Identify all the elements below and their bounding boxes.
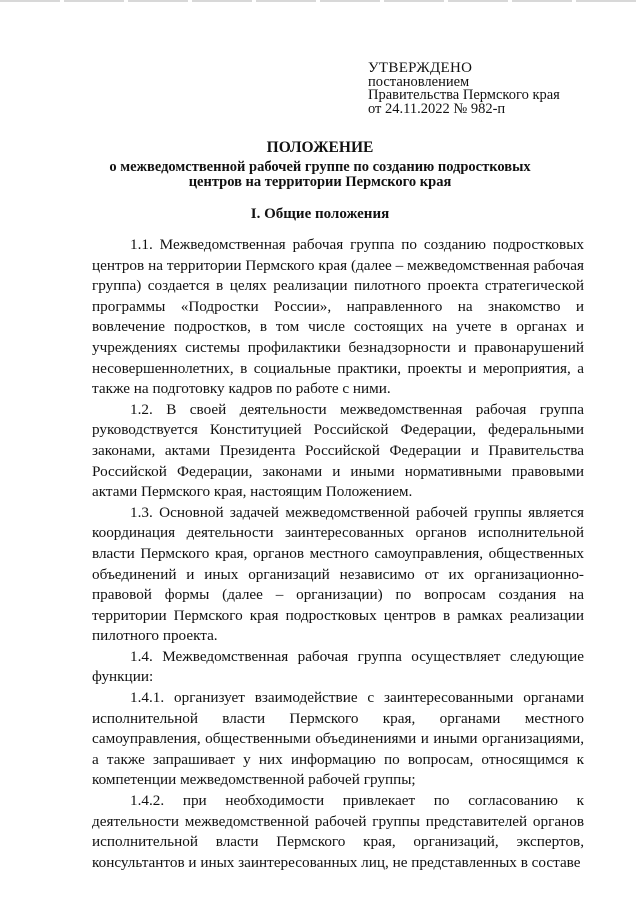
paragraph-1-4-1: 1.4.1. организует взаимодействие с заинтересованными органами исполнительной власти Пермского края, органами местного самоуправления, общественными объединениями и иными организациями, а также запрашивает у них информацию по вопросам, относящимся к компетенции межведомственной рабочей группы; [92,689,584,789]
approval-stamp [368,62,618,116]
paragraph-1-2: 1.2. В своей деятельности межведомственная рабочая группа руководствуется Конституцией Российской Федерации, федеральными законами, актами Президента Российской Федерации и Правительства Российской Федерации, законами и иными нормативными правовыми актами Пермского края, настоящим Положением. [92,400,584,501]
paragraph-1-4-2: 1.4.2. при необходимости привлекает по согласованию к деятельности межведомственной рабочей группы представителей органов исполнительной власти Пермского края, организаций, экспертов, консультантов и иных заинтересованных лиц, не представленных в составе [92,792,584,871]
paragraph-1-1: 1.1. Межведомственная рабочая группа по созданию подростковых центров на территории Пермского края (далее – межведомственная рабочая группа) создается в целях реализации пилотного проекта стратегической программы «Подростки России», направленного на знакомство и вовлечение подростков, в том числе состоящих на учете в органах и учреждениях системы профилактики безнадзорности и правонарушений несовершеннолетних, в социальные практики, проекты и мероприятия, а также на подготовку кадров по работе с ними. [92,236,584,398]
section-heading: I. Общие положения [250,206,390,222]
approved-label: УТВЕРЖДЕНО [368,60,473,76]
paragraph-1-3: 1.3. Основной задачей межведомственной рабочей группы является координация деятельности заинтересованных органов исполнительной власти Пермского края, органов местного самоуправления, общественных объединений и иных организаций независимо от их организационно-правовой формы (далее – организации) по вопросам создания на территории Пермского края подростковых центров в рамках реализации пилотного проекта. [92,503,584,645]
document-title: ПОЛОЖЕНИЕ [266,139,374,156]
document-body [92,235,584,873]
document-subtitle: о межведомственной рабочей группе по созданию подростковых центров на территории Пермского края [109,159,531,190]
approval-line-3: от 24.11.2022 № 982-п [368,100,506,117]
scan-edge [0,0,640,2]
approval-line-1: постановлением [368,73,470,90]
paragraph-1-4: 1.4. Межведомственная рабочая группа осуществляет следующие функции: [92,647,584,686]
approval-line-2: Правительства Пермского края [368,87,560,103]
